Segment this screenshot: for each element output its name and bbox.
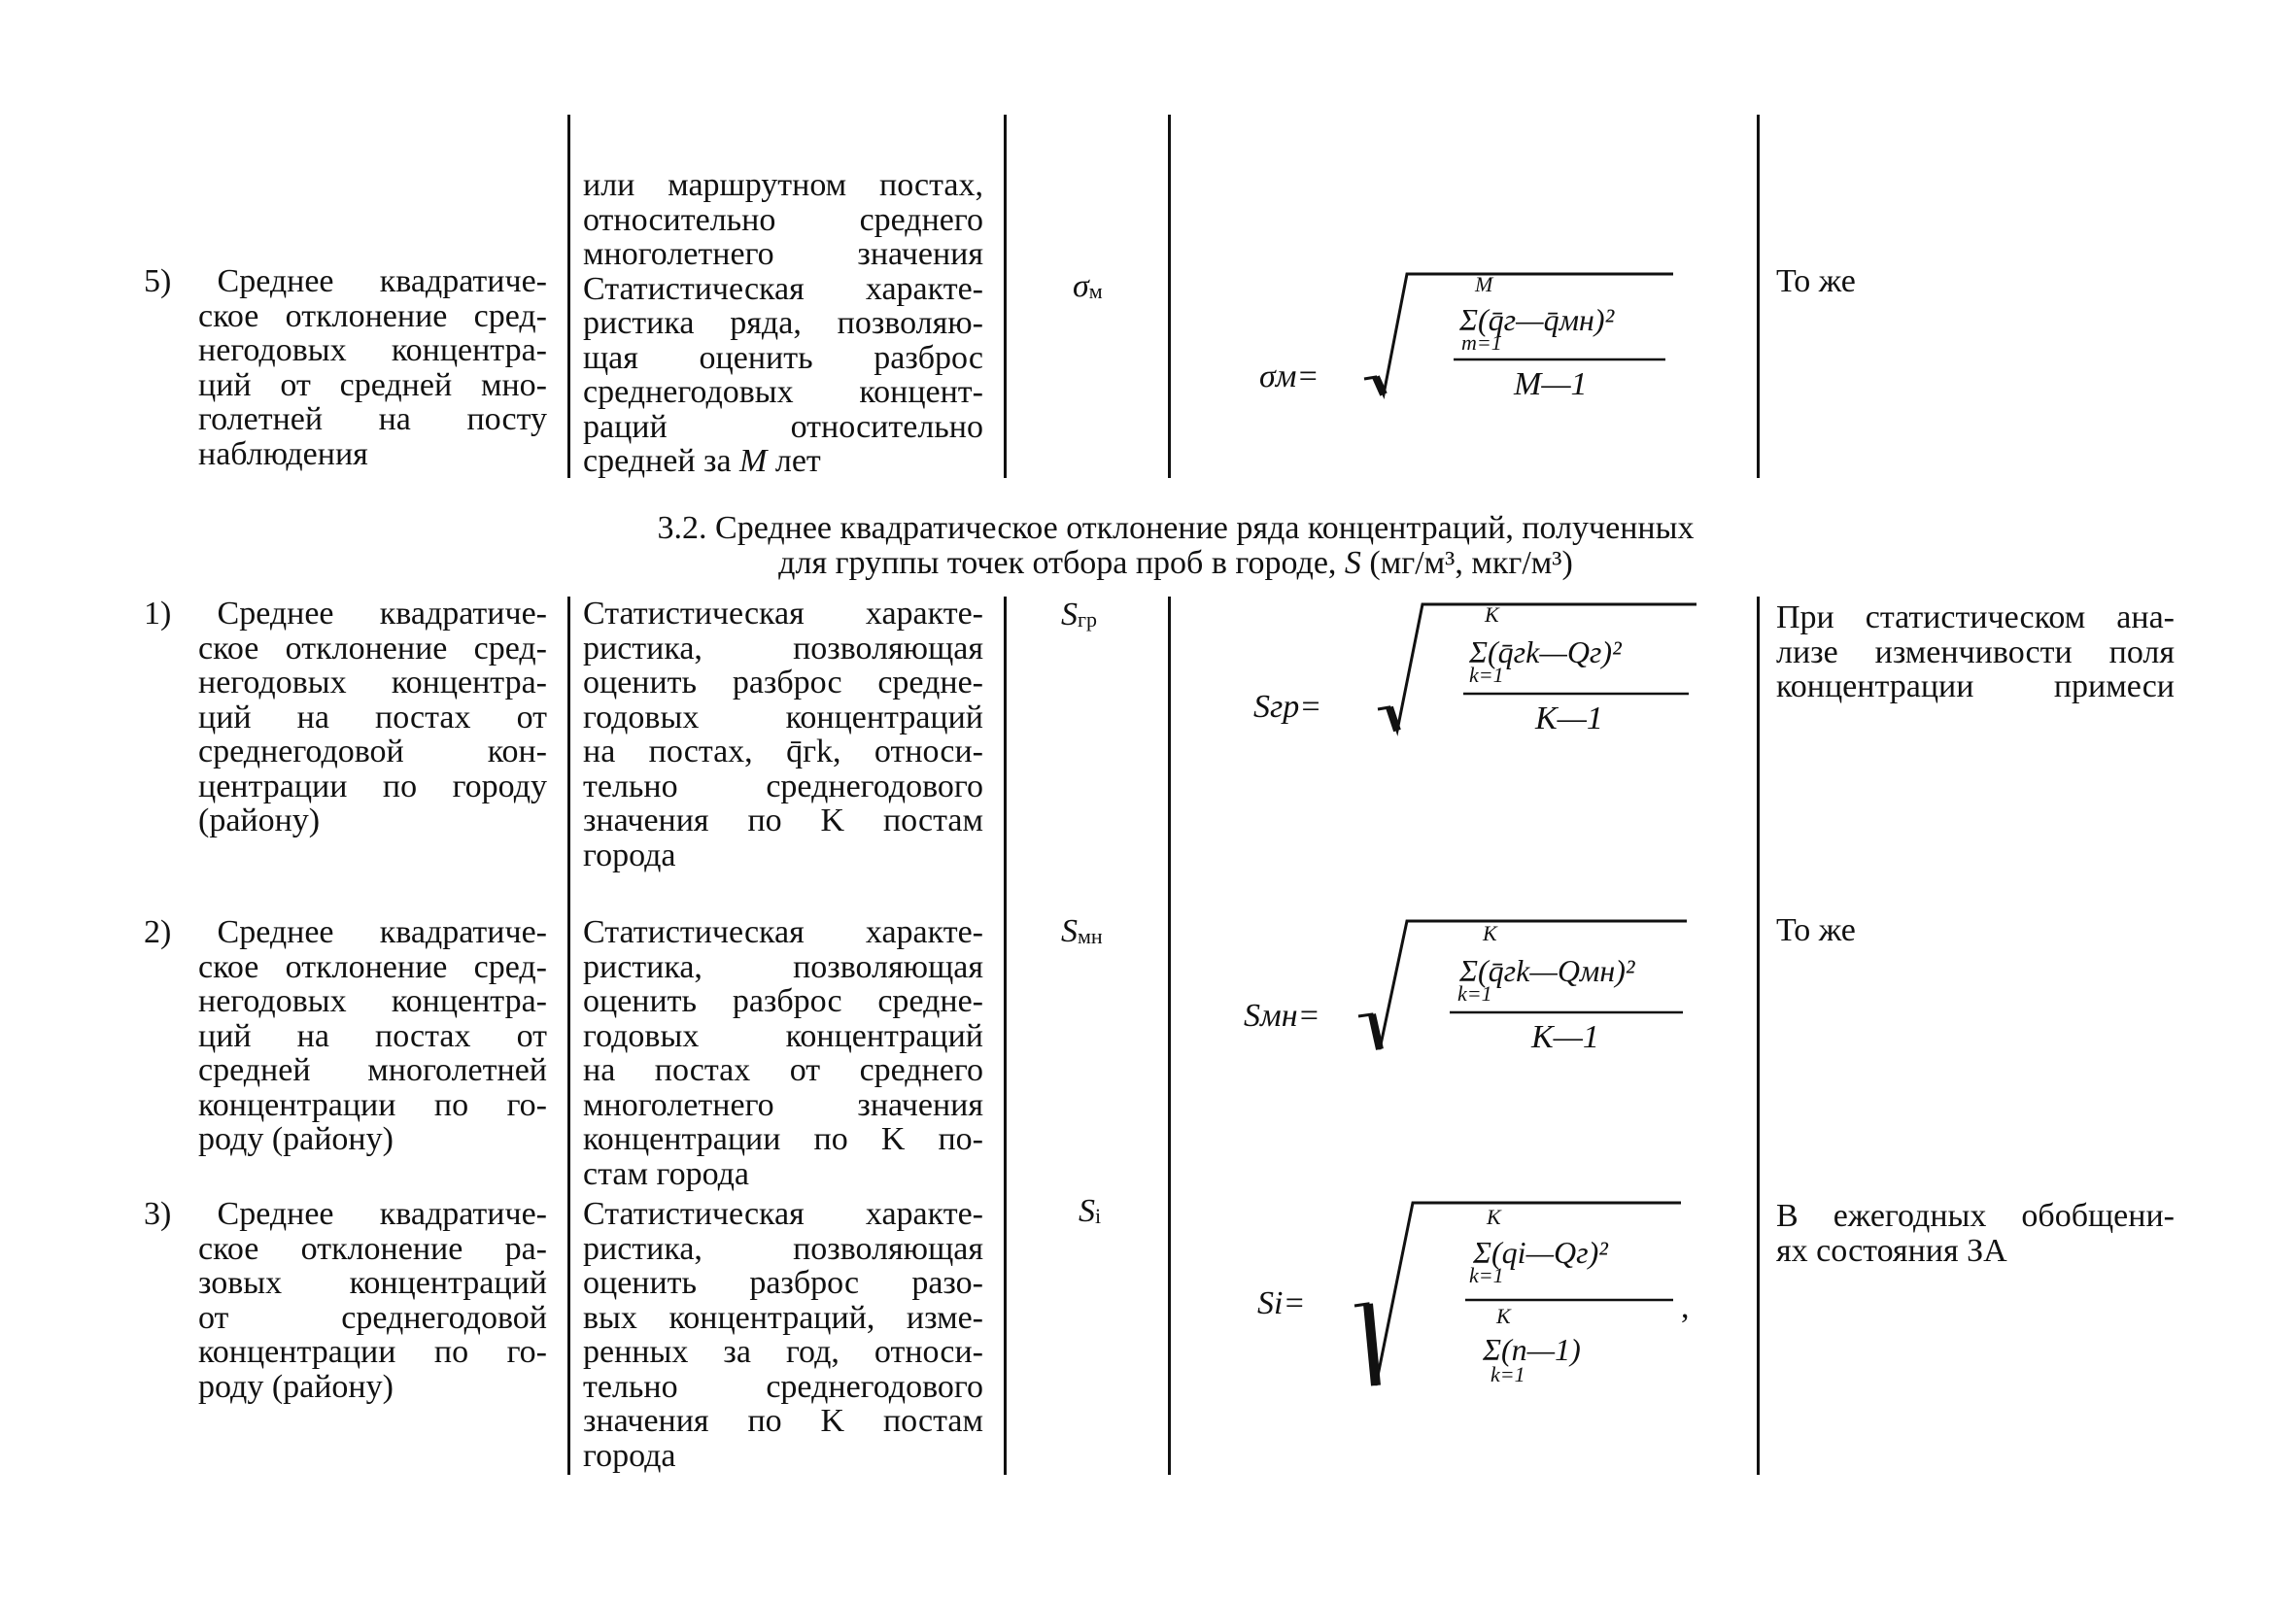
radical-sign <box>1368 1304 1376 1385</box>
row2-note: То же <box>1776 912 1856 948</box>
svg-text:Σ(q̄гk—Qмн)²: Σ(q̄гk—Qмн)² <box>1459 953 1635 988</box>
column-rule <box>1168 115 1171 478</box>
row1-formula <box>1253 593 1720 738</box>
radical-sign <box>1372 1014 1380 1049</box>
svg-text:K—1: K—1 <box>1535 700 1603 736</box>
svg-text:Σ(qi—Qг)²: Σ(qi—Qг)² <box>1473 1235 1608 1270</box>
formula-lhs: Sмн= <box>1244 998 1320 1034</box>
row5-symbol: $\sigma_м$ <box>1073 268 1103 304</box>
svg-text:Σ(q̄г—q̄мн)²: Σ(q̄г—q̄мн)² <box>1459 302 1615 337</box>
formula-lhs: Si= <box>1257 1285 1306 1321</box>
svg-text:k=1: k=1 <box>1457 981 1492 1006</box>
column-rule <box>1757 115 1760 478</box>
row5-formula <box>1253 262 1700 408</box>
svg-text:Σ(n—1): Σ(n—1) <box>1483 1332 1581 1367</box>
row1-name: 1) Среднее квадратиче- ское отклонение сред- негодовых концентра- ций на постах от среднегодовой кон- центрации по городу (району) <box>144 596 547 838</box>
svg-text:,: , <box>1681 1289 1690 1325</box>
row2-description: Статистическая характе- ристика, позволяющая оценить разброс средне- годовых концентраций на постах от среднего многолетнего значения концентрации по K по- стам города <box>583 914 983 1192</box>
row3-note: В ежегодных обобщени- ях состояния ЗА <box>1776 1198 2175 1269</box>
radical-sign <box>1376 377 1384 394</box>
column-rule <box>567 597 570 1475</box>
row1-symbol: $S_{гр}$ <box>1061 597 1098 632</box>
column-rule <box>1757 597 1760 1475</box>
svg-text:K: K <box>1483 921 1497 945</box>
svg-text:K: K <box>1485 602 1499 627</box>
svg-text:k=1: k=1 <box>1491 1362 1525 1386</box>
row3-name: 3) Среднее квадратиче- ское отклонение ра- зовых концентраций от среднегодовой концентрации по го- роду (району) <box>144 1196 547 1405</box>
row2-formula <box>1244 911 1710 1067</box>
radical-sign <box>1389 707 1397 731</box>
formula-lhs: Sгр= <box>1253 689 1322 725</box>
row1-note: При статистическом ана- лизе изменчивости поля концентрации примеси <box>1776 599 2175 704</box>
svg-text:k=1: k=1 <box>1469 663 1504 687</box>
row2-symbol: $S_{мн}$ <box>1061 913 1103 949</box>
svg-text:Σ(q̄гk—Qг)²: Σ(q̄гk—Qг)² <box>1469 634 1622 669</box>
column-rule <box>567 115 570 478</box>
formula-lhs: σм= <box>1259 359 1319 394</box>
column-rule <box>1004 597 1007 1475</box>
svg-text:K: K <box>1496 1304 1511 1328</box>
row1-description: Статистическая характе- ристика, позволяющая оценить разброс средне- годовых концентраций на постах, q̄гk, относи- тельно среднегодового значения по K постам города <box>583 596 983 873</box>
svg-text:K—1: K—1 <box>1531 1019 1599 1055</box>
section-heading: 3.2. Среднее квадратическое отклонение ряда концентраций, полученных для группы точек отбора проб в городе, S (мг/м³, мкг/м³) <box>657 510 1695 581</box>
svg-text:m=1: m=1 <box>1461 330 1502 355</box>
svg-text:K: K <box>1487 1205 1501 1229</box>
svg-text:M: M <box>1475 272 1493 296</box>
row3-symbol: $S_i$ <box>1079 1193 1102 1229</box>
svg-text:k=1: k=1 <box>1469 1263 1504 1287</box>
row3-formula <box>1253 1193 1720 1407</box>
column-rule <box>1004 115 1007 478</box>
row5-description: или маршрутном постах, относительно среднего многолетнего значения Статистическая характе- ристика ряда, позволяю- щая оценить разброс среднегодовых концент- раций относительно средней за M лет <box>583 167 983 479</box>
row5-note: То же <box>1776 263 1856 299</box>
svg-text:M—1: M—1 <box>1514 366 1588 402</box>
column-rule <box>1168 597 1171 1475</box>
row2-name: 2) Среднее квадратиче- ское отклонение сред- негодовых концентра- ций на постах от средней многолетней концентрации по го- роду (району) <box>144 914 547 1157</box>
row5-name: 5) Среднее квадратиче- ское отклонение сред- негодовых концентра- ций от средней мно- голетней на посту наблюдения <box>144 263 547 472</box>
row3-description: Статистическая характе- ристика, позволяющая оценить разброс разо- вых концентраций, изме- ренных за год, относи- тельно среднегодового значения по K постам города <box>583 1196 983 1474</box>
